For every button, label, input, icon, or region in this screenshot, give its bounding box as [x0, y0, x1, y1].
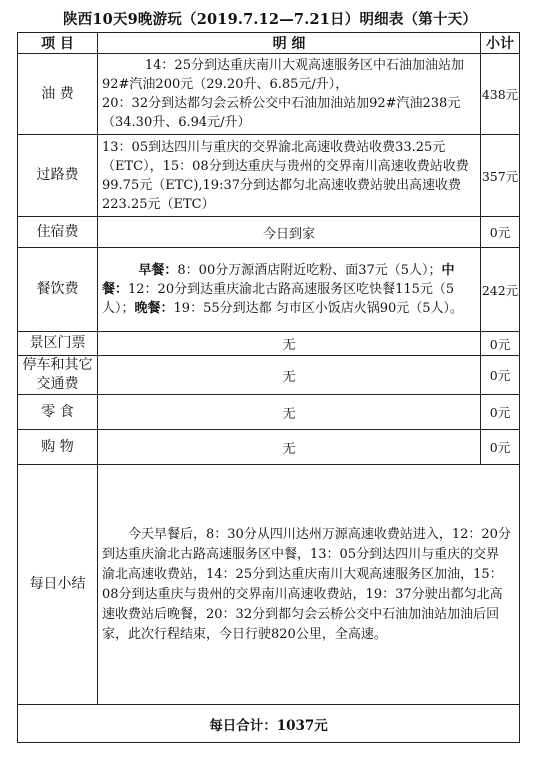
- expense-table: [17, 32, 520, 743]
- row-subtotal: 0元: [481, 217, 520, 248]
- row-detail: [98, 54, 481, 135]
- row-subtotal: 0元: [481, 430, 520, 465]
- dinner-text: 19：55分到达都 匀市区小饭店火锅90元（5人）。: [173, 301, 464, 316]
- row-detail: 无: [98, 430, 481, 465]
- table-row-fuel: [18, 54, 520, 135]
- table-row-transport: [18, 356, 520, 395]
- fuel-line-2: 20：32分到达都匀会云桥公交中石油加油站加92#汽油238元（34.30升、6.94元/升）: [102, 96, 461, 130]
- row-detail: 无: [98, 395, 481, 430]
- table-footer-row: [18, 705, 520, 743]
- table-row-tickets: [18, 332, 520, 356]
- table-row-shopping: [18, 430, 520, 465]
- fuel-line-1: 14：25分到达重庆南川大观高速服务区中石油加油站加92#汽油200元（29.20升、6.85元/升），: [102, 58, 464, 92]
- table-row-snacks: [18, 395, 520, 430]
- table-row-summary: [18, 465, 520, 705]
- row-subtotal: 0元: [481, 356, 520, 395]
- dinner-label: 晚餐：: [134, 301, 174, 316]
- row-item-label: 购 物: [18, 430, 98, 465]
- breakfast-label: 早餐：: [138, 263, 178, 278]
- lunch-label: 中餐：: [102, 263, 455, 297]
- row-item-label: 过路费: [18, 135, 98, 217]
- summary-text: 今天早餐后，8：30分从四川达州万源高速收费站进入，12：20分到达重庆渝北古路高速服务区中餐，13：05分到达四川与重庆的交界渝北高速收费站，14：25分到达重庆南川大观高速服务区加油，15：08分到达重庆与贵州的交界南川高速收费站，19：37分驶出都匀北高速收费站后晚餐，20：32分到都匀会云桥公交中石油加油站加油后回家，此次行程结束，今日行驶820公里，全高速。: [98, 465, 520, 705]
- header-subtotal: 小计: [481, 33, 520, 54]
- table-row-tolls: [18, 135, 520, 217]
- table-row-meals: [18, 248, 520, 332]
- row-item-label: 景区门票: [18, 332, 98, 356]
- row-item-label: 住宿费: [18, 217, 98, 248]
- header-item: 项 目: [18, 33, 98, 54]
- row-item-label: 油 费: [18, 54, 98, 135]
- page-title: 陕西10天9晚游玩（2019.7.12—7.21日）明细表（第十天）: [62, 11, 478, 28]
- row-detail: [98, 248, 481, 332]
- breakfast-text: 8：00分万源酒店附近吃粉、面37元（5人）；: [177, 263, 442, 278]
- row-item-label: 停车和其它交通费: [18, 356, 98, 395]
- table-header-row: [18, 33, 520, 54]
- table-row-lodging: [18, 217, 520, 248]
- row-subtotal: 0元: [481, 332, 520, 356]
- row-subtotal: 438元: [481, 54, 520, 135]
- row-item-label: 零 食: [18, 395, 98, 430]
- row-subtotal: 357元: [481, 135, 520, 217]
- row-detail: 无: [98, 332, 481, 356]
- row-detail: 无: [98, 356, 481, 395]
- row-subtotal: 0元: [481, 395, 520, 430]
- row-subtotal: 242元: [481, 248, 520, 332]
- row-detail: 今日到家: [98, 217, 481, 248]
- daily-total: 每日合计：1037元: [18, 705, 520, 743]
- row-detail: 13：05到达四川与重庆的交界渝北高速收费站收费33.25元（ETC），15：08分到达重庆与贵州的交界南川高速收费站收费99.75元（ETC),19:37分到达都匀北高速收费站驶出高速收费223.25元（ETC）: [98, 135, 481, 217]
- lunch-text: 12：20分到达重庆渝北古路高速服务区吃快餐115元（5人）；: [102, 282, 455, 316]
- summary-label: 每日小结: [18, 465, 98, 705]
- header-detail: 明 细: [98, 33, 481, 54]
- row-item-label: 餐饮费: [18, 248, 98, 332]
